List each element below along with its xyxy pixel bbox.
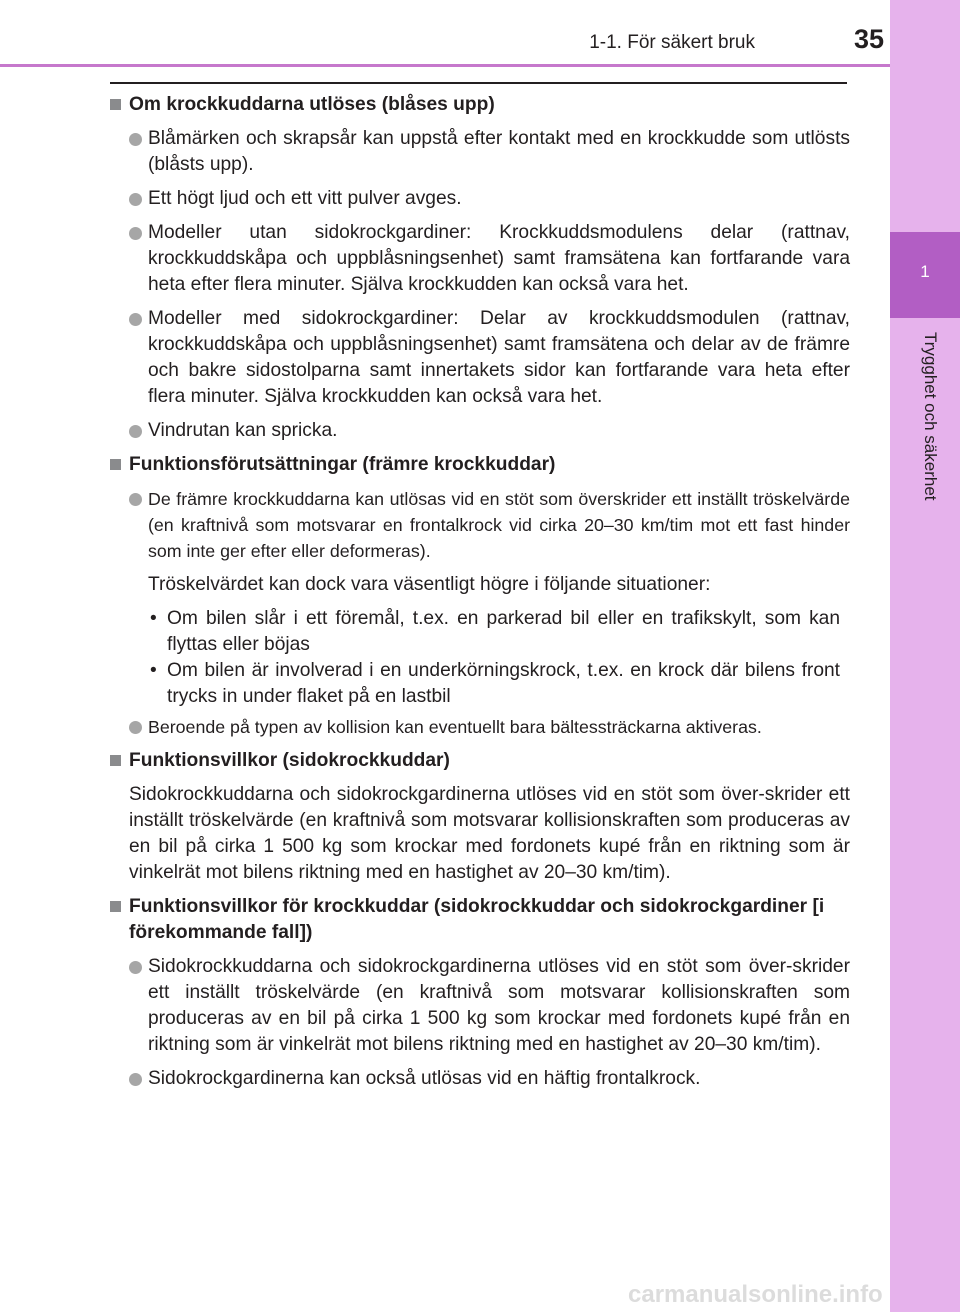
list-item-text: De främre krockkuddarna kan utlösas vid en stöt som överskrider ett inställt tröskelvärde (en kraftnivå som motsvarar en frontalkrock vid cirka 20–30 km/tim mot ett fast hinder som inte ger efter eller deformeras). xyxy=(148,489,850,561)
section-heading-text: Om krockkuddarna utlöses (blåses upp) xyxy=(129,94,495,115)
list-item-text: Sidokrockgardinerna kan också utlösas vid en häftig frontalkrock. xyxy=(148,1068,701,1089)
dash-list-item-text: Om bilen är involverad i en underkörningskrock, t.ex. en krock där bilens front trycks in under flaket på en lastbil xyxy=(167,660,840,707)
section-heading-text: Funktionsvillkor för krockkuddar (sidokrockkuddar och sidokrockgardiner [i förekommande fall]) xyxy=(129,896,825,943)
list-item xyxy=(110,486,850,564)
circle-bullet-icon xyxy=(129,1073,142,1086)
section-heading xyxy=(110,748,850,774)
section-body: Sidokrockkuddarna och sidokrockgardinerna utlöses vid en stöt som över-skrider ett inställt tröskelvärde (en kraftnivå som motsvarar kollisionskraften som produceras av en bil på cirka 1 500 kg som krockar med fordonets kupé från en riktning som är vinkelrät mot bilens riktning med en hastighet av 20–30 km/tim). xyxy=(129,784,850,883)
chapter-side-tab xyxy=(890,0,960,1312)
list-item-text: Vindrutan kan spricka. xyxy=(148,420,338,441)
circle-bullet-icon xyxy=(129,193,142,206)
square-bullet-icon xyxy=(110,99,121,110)
page-number: 35 xyxy=(853,24,884,54)
list-item xyxy=(110,186,850,212)
list-item-text: Ett högt ljud och ett vitt pulver avges. xyxy=(148,188,462,209)
square-bullet-icon xyxy=(110,459,121,470)
circle-bullet-icon xyxy=(129,493,142,506)
circle-bullet-icon xyxy=(129,313,142,326)
page-content xyxy=(110,92,850,1100)
list-item xyxy=(110,1066,850,1092)
dash-list-item xyxy=(148,658,840,710)
list-item-text: Beroende på typen av kollision kan eventuellt bara bältessträckarna aktiveras. xyxy=(148,717,762,737)
list-item-text: Modeller utan sidokrockgardiner: Krockkuddsmodulens delar (rattnav, krockkuddskåpa och uppblåsningsenhet) samt framsätena kan fortfarande vara heta efter flera minuter. Själva krockkudden kan också vara het. xyxy=(148,222,850,295)
dot-bullet-icon: • xyxy=(150,660,157,681)
list-item xyxy=(110,418,850,444)
list-item xyxy=(110,220,850,298)
section-heading-text: Funktionsvillkor (sidokrockkuddar) xyxy=(129,750,450,771)
list-item xyxy=(110,126,850,178)
circle-bullet-icon xyxy=(129,133,142,146)
dash-list-item xyxy=(148,606,840,658)
circle-bullet-icon xyxy=(129,721,142,734)
list-item-text: Sidokrockkuddarna och sidokrockgardinerna utlöses vid en stöt som över-skrider ett inställt tröskelvärde (en kraftnivå som motsvarar kollisionskraften som produceras av en bil på cirka 1 500 kg som krockar med fordonets kupé från en riktning som är vinkelrät mot bilens riktning med en hastighet av 20–30 km/tim). xyxy=(148,956,850,1055)
section-heading xyxy=(110,894,850,946)
sub-paragraph: Tröskelvärdet kan dock vara väsentligt högre i följande situationer: xyxy=(148,574,711,595)
section-heading xyxy=(110,452,850,478)
chapter-number: 1 xyxy=(920,262,930,281)
section-heading xyxy=(110,92,850,118)
list-item-text: Modeller med sidokrockgardiner: Delar av krockkuddsmodulen (rattnav, krockkuddskåpa och uppblåsningsenhet) samt framsätena och delar av de främre och bakre sidostolparna samt innertakets sidor kan fortfarande vara heta efter flera minuter. Själva krockkudden kan också vara het. xyxy=(148,308,850,407)
dash-list xyxy=(110,606,850,710)
header-rule xyxy=(0,64,890,67)
circle-bullet-icon xyxy=(129,425,142,438)
list-item xyxy=(110,714,850,740)
list-item xyxy=(110,954,850,1058)
circle-bullet-icon xyxy=(129,961,142,974)
section-heading-text: Funktionsförutsättningar (främre krockkuddar) xyxy=(129,454,556,475)
dot-bullet-icon: • xyxy=(150,608,157,629)
square-bullet-icon xyxy=(110,901,121,912)
dash-list-item-text: Om bilen slår i ett föremål, t.ex. en parkerad bil eller en trafikskylt, som kan flyttas eller böjas xyxy=(167,608,840,655)
circle-bullet-icon xyxy=(129,227,142,240)
watermark: carmanualsonline.info xyxy=(628,1281,883,1308)
chapter-label: Trygghet och säkerhet xyxy=(921,332,940,501)
section-title: 1-1. För säkert bruk xyxy=(589,32,755,53)
content-top-rule xyxy=(110,82,847,84)
square-bullet-icon xyxy=(110,755,121,766)
list-item xyxy=(110,306,850,410)
list-item-text: Blåmärken och skrapsår kan uppstå efter kontakt med en krockkudde som utlösts (blåsts upp). xyxy=(148,128,850,175)
